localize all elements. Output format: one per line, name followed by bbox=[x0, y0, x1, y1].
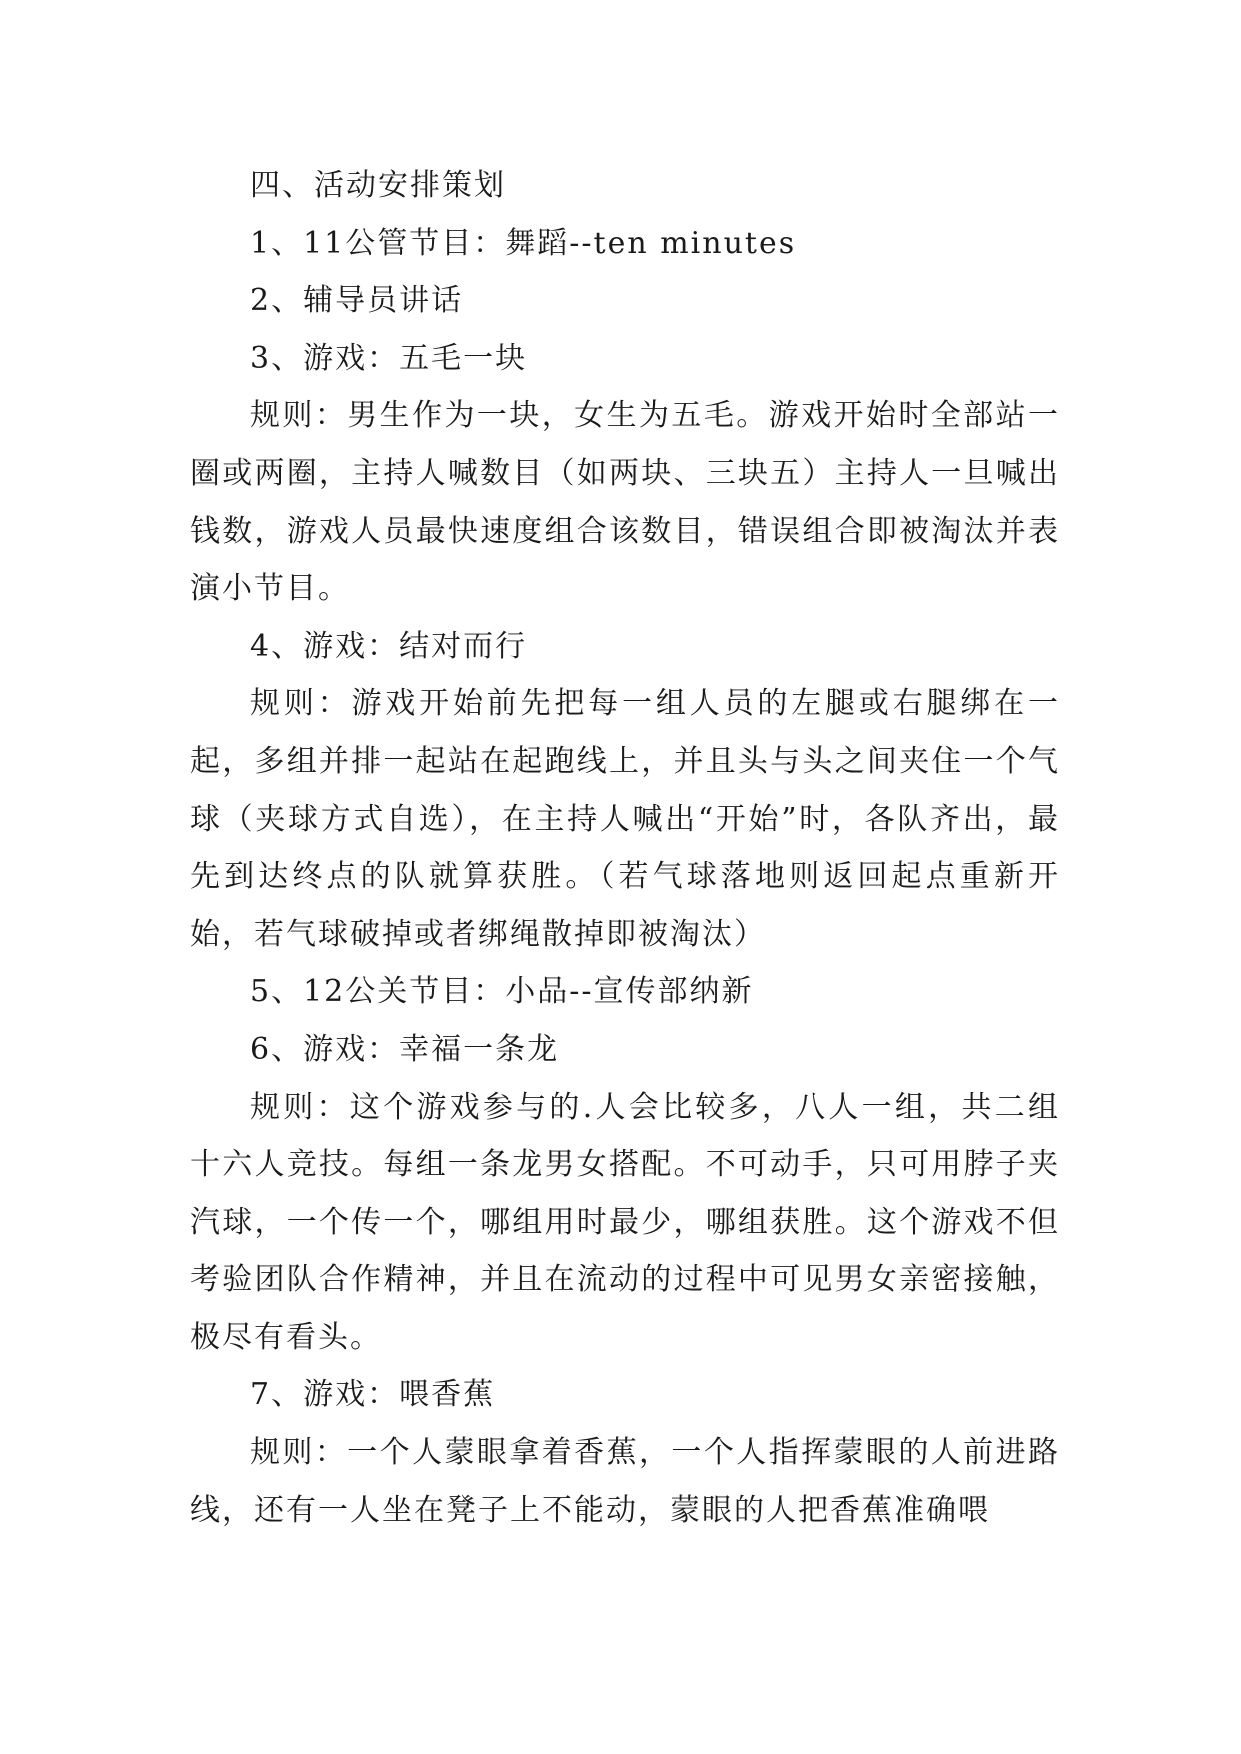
rule-paragraph: 规则：一个人蒙眼拿着香蕉，一个人指挥蒙眼的人前进路线，还有一人坐在凳子上不能动，蒙眼的人把香蕉准确喂 bbox=[190, 1435, 1060, 1528]
rule-paragraph: 规则：这个游戏参与的.人会比较多，八人一组，共二组十六人竞技。每组一条龙男女搭配。不可动手，只可用脖子夹汽球，一个传一个，哪组用时最少，哪组获胜。这个游戏不但考验团队合作精神，并且在流动的过程中可见男女亲密接触，极尽有看头。 bbox=[190, 1089, 1060, 1355]
program-item: 1、11公管节目：舞蹈--ten minutes bbox=[250, 225, 797, 261]
rule-paragraph: 规则：游戏开始前先把每一组人员的左腿或右腿绑在一起，多组并排一起站在起跑线上，并且头与头之间夹住一个气球（夹球方式自选），在主持人喊出“开始”时，各队齐出，最先到达终点的队就算获胜。（若气球落地则返回起点重新开始，若气球破掉或者绑绳散掉即被淘汰） bbox=[190, 686, 1060, 952]
program-item: 3、游戏：五毛一块 bbox=[250, 340, 528, 376]
program-item: 2、辅导员讲话 bbox=[250, 283, 464, 319]
document-page bbox=[190, 157, 1060, 1539]
section-heading: 四、活动安排策划 bbox=[250, 168, 506, 203]
rule-paragraph: 规则：男生作为一块，女生为五毛。游戏开始时全部站一圈或两圈，主持人喊数目（如两块、三块五）主持人一旦喊出钱数，游戏人员最快速度组合该数目，错误组合即被淘汰并表演小节目。 bbox=[190, 398, 1060, 607]
program-item: 6、游戏：幸福一条龙 bbox=[250, 1031, 560, 1067]
program-item: 4、游戏：结对而行 bbox=[250, 628, 528, 664]
program-item: 5、12公关节目：小品--宣传部纳新 bbox=[250, 974, 754, 1010]
program-item: 7、游戏：喂香蕉 bbox=[250, 1377, 496, 1413]
